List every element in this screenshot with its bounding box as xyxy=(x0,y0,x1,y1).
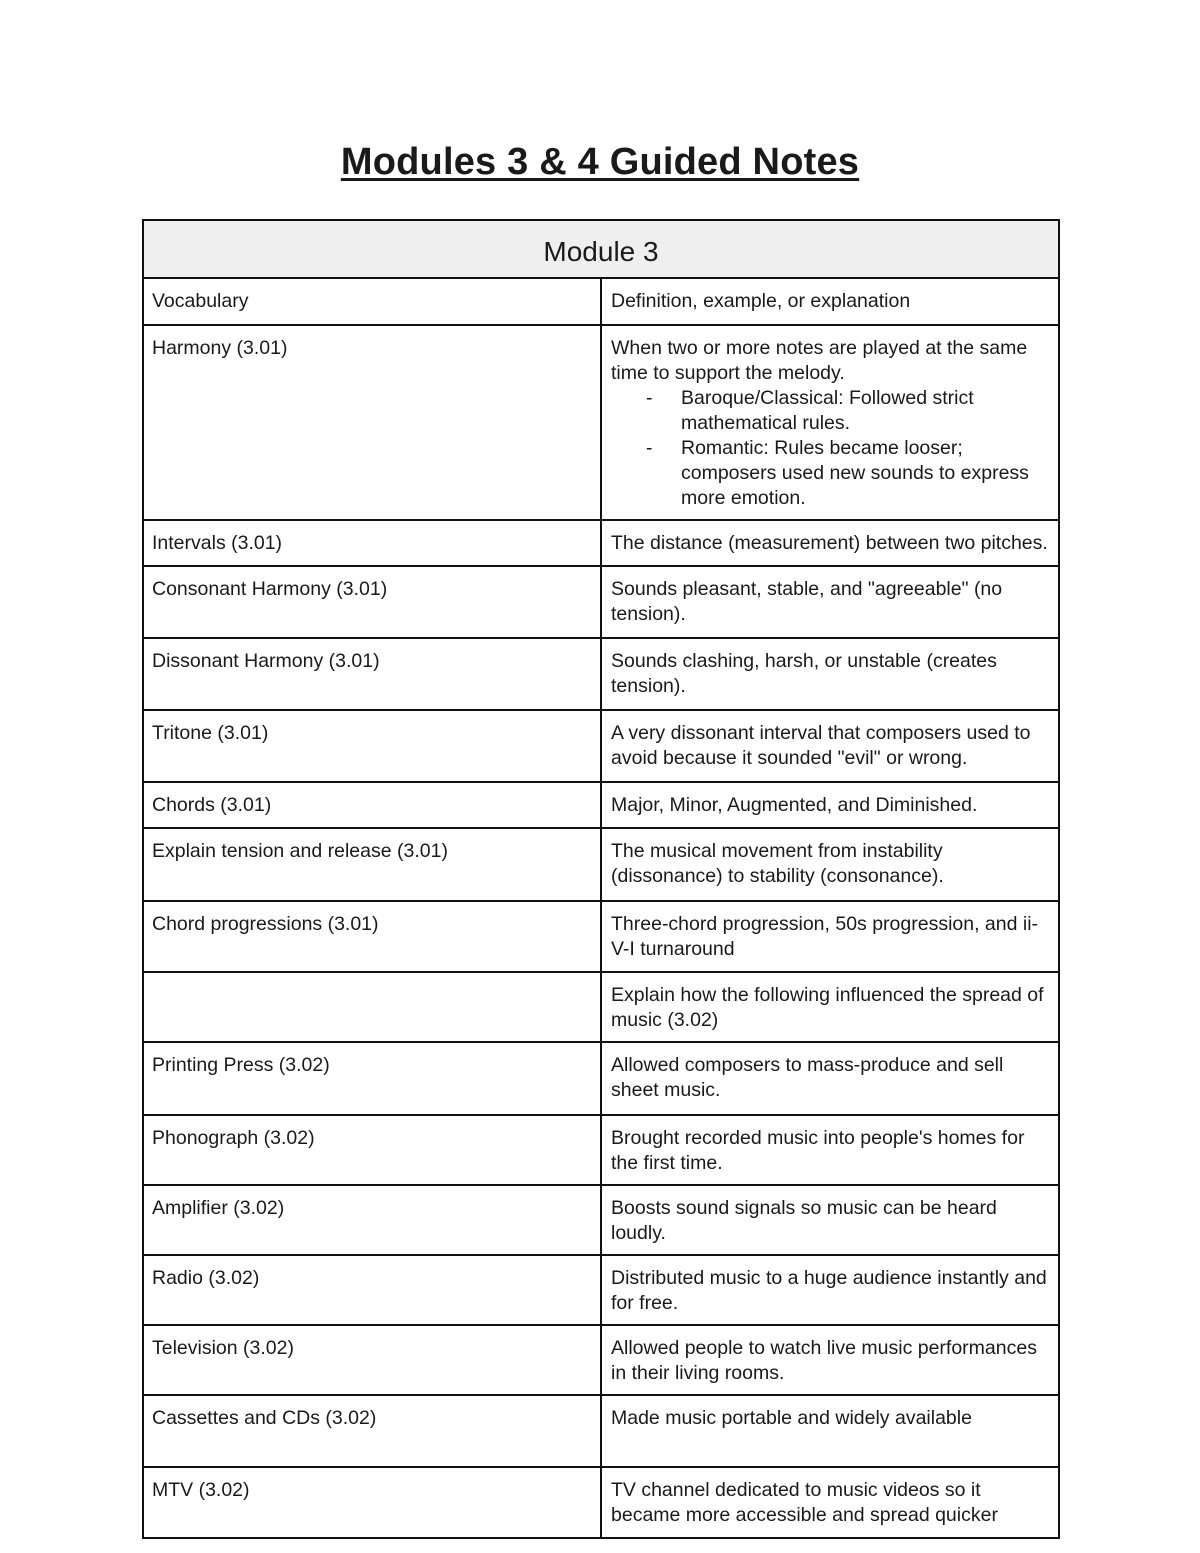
column-header-row xyxy=(143,278,1059,325)
table-row xyxy=(143,828,1059,901)
term-cell: Harmony (3.01) xyxy=(143,325,601,520)
definition-cell: Sounds clashing, harsh, or unstable (creates tension). xyxy=(601,638,1059,710)
section-prompt: Explain how the following influenced the spread of music (3.02) xyxy=(601,972,1059,1042)
term-cell: Intervals (3.01) xyxy=(143,520,601,566)
table-row xyxy=(143,1395,1059,1467)
bullet-item: - Baroque/Classical: Followed strict mathematical rules. xyxy=(681,386,1050,436)
table-row xyxy=(143,520,1059,566)
table-row xyxy=(143,566,1059,638)
table-row xyxy=(143,782,1059,828)
table-row xyxy=(143,1185,1059,1255)
definition-cell: Allowed composers to mass-produce and sell sheet music. xyxy=(601,1042,1059,1115)
definition-cell: Three-chord progression, 50s progression, and ii-V-I turnaround xyxy=(601,901,1059,972)
term-cell: Phonograph (3.02) xyxy=(143,1115,601,1185)
term-cell: Radio (3.02) xyxy=(143,1255,601,1325)
empty-cell xyxy=(143,972,601,1042)
term-cell: Tritone (3.01) xyxy=(143,710,601,782)
table-row xyxy=(143,710,1059,782)
definition-cell: Sounds pleasant, stable, and "agreeable" (no tension). xyxy=(601,566,1059,638)
definition-cell: Made music portable and widely available xyxy=(601,1395,1059,1467)
table-row xyxy=(143,1467,1059,1538)
definition-cell: Allowed people to watch live music performances in their living rooms. xyxy=(601,1325,1059,1395)
module-3-table xyxy=(142,219,1060,1539)
page-title: Modules 3 & 4 Guided Notes xyxy=(340,141,860,183)
definition-cell: A very dissonant interval that composers used to avoid because it sounded "evil" or wrong. xyxy=(601,710,1059,782)
definition-cell: Brought recorded music into people's homes for the first time. xyxy=(601,1115,1059,1185)
section-prompt-row xyxy=(143,972,1059,1042)
bullet-item: - Romantic: Rules became looser; composers used new sounds to express more emotion. xyxy=(681,436,1050,511)
term-cell: Chords (3.01) xyxy=(143,782,601,828)
table-row xyxy=(143,1325,1059,1395)
term-cell: Amplifier (3.02) xyxy=(143,1185,601,1255)
table-row xyxy=(143,1115,1059,1185)
term-cell: Cassettes and CDs (3.02) xyxy=(143,1395,601,1467)
table-row xyxy=(143,638,1059,710)
term-cell: Consonant Harmony (3.01) xyxy=(143,566,601,638)
definition-cell: TV channel dedicated to music videos so it became more accessible and spread quicker xyxy=(601,1467,1059,1538)
module-header-row xyxy=(143,220,1059,278)
definition-cell: The musical movement from instability (dissonance) to stability (consonance). xyxy=(601,828,1059,901)
term-cell: Dissonant Harmony (3.01) xyxy=(143,638,601,710)
definition-text: When two or more notes are played at the same time to support the melody. xyxy=(611,337,1028,384)
term-cell: Explain tension and release (3.01) xyxy=(143,828,601,901)
term-cell: Chord progressions (3.01) xyxy=(143,901,601,972)
module-header: Module 3 xyxy=(143,220,1059,278)
table-row xyxy=(143,1042,1059,1115)
table-row xyxy=(143,1255,1059,1325)
definition-cell: Boosts sound signals so music can be heard loudly. xyxy=(601,1185,1059,1255)
vocabulary-header: Vocabulary xyxy=(143,278,601,325)
definition-cell: Distributed music to a huge audience instantly and for free. xyxy=(601,1255,1059,1325)
term-cell: Television (3.02) xyxy=(143,1325,601,1395)
definition-bullets xyxy=(611,386,1050,511)
definition-cell: Major, Minor, Augmented, and Diminished. xyxy=(601,782,1059,828)
definition-cell: The distance (measurement) between two pitches. xyxy=(601,520,1059,566)
table-row xyxy=(143,325,1059,520)
table-row xyxy=(143,901,1059,972)
term-cell: Printing Press (3.02) xyxy=(143,1042,601,1115)
term-cell: MTV (3.02) xyxy=(143,1467,601,1538)
definition-cell xyxy=(601,325,1059,520)
definition-header: Definition, example, or explanation xyxy=(601,278,1059,325)
